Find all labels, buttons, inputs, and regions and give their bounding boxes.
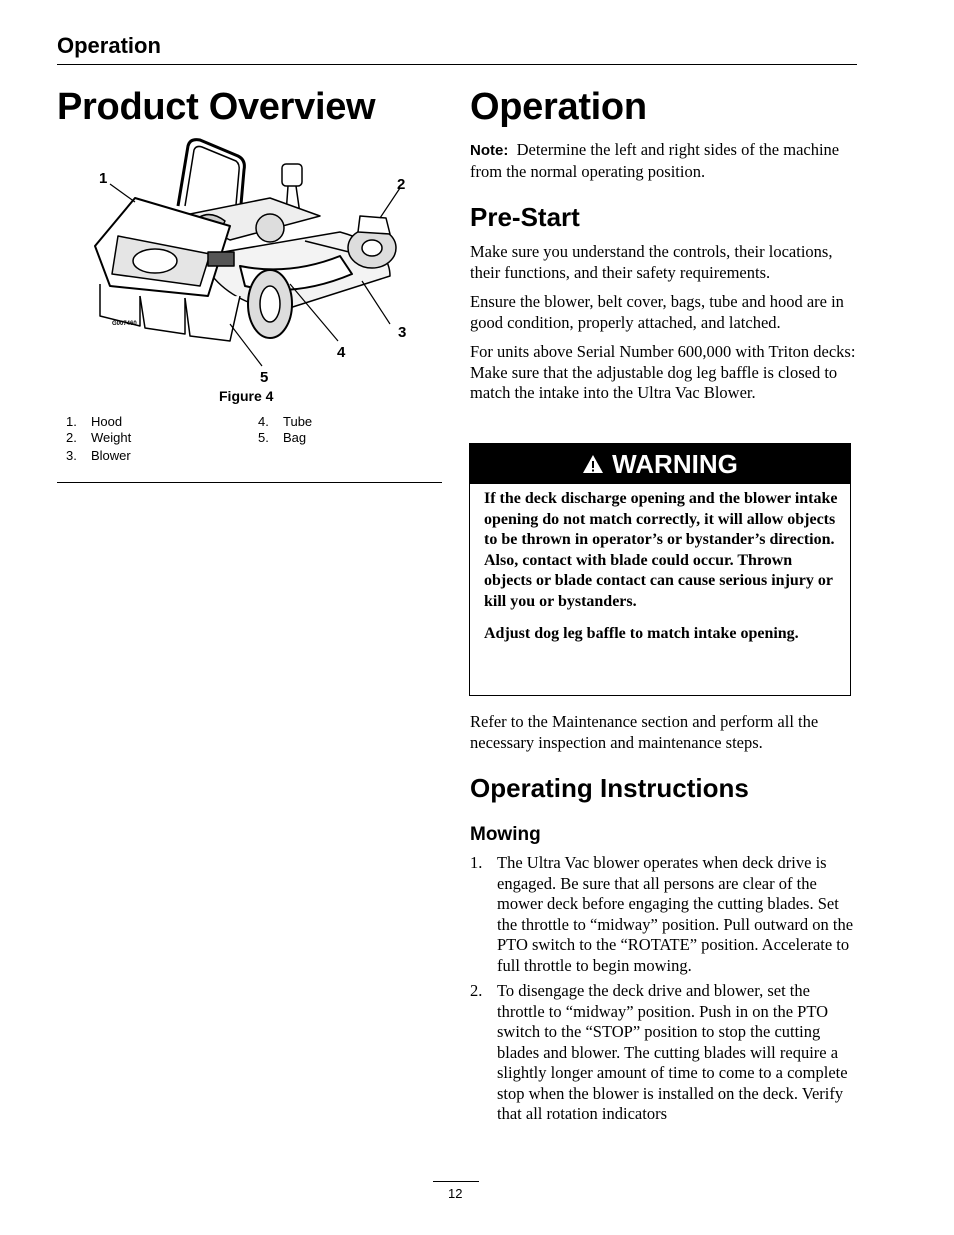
note-text: Determine the left and right sides of the machine from the normal operating position. (470, 140, 840, 181)
legend-item: 1. Hood (66, 414, 123, 429)
mower-drawing (90, 136, 420, 396)
warning-text-2: Adjust dog leg baffle to match intake opening. (484, 625, 799, 642)
part-code: G007460 (112, 321, 137, 327)
callout-5: 5 (260, 369, 269, 386)
heading-operating-instructions: Operating Instructions (470, 773, 749, 803)
note-paragraph (470, 140, 858, 182)
callout-2: 2 (397, 176, 406, 193)
heading-mowing: Mowing (470, 824, 541, 845)
legend-divider (57, 482, 442, 483)
list-item: 2. To disengage the deck drive and blower, set the throttle to “midway” position. Push in on the PTO switch to the “STOP” position to stop the cutting blades and blower. The cutting blades will require a slightly longer amount of time to come to a complete stop when the blower is installed on the deck. Verify that all rotation indicators (470, 981, 848, 1123)
list-item: 1. The Ultra Vac blower operates when deck drive is engaged. Be sure that all persons are clear of the mower deck before engaging the cutting blades. Set the throttle to “midway” position. Pull outward on the PTO switch to the “ROTATE” position. Accelerate to full throttle to begin mowing. (470, 853, 854, 975)
pre-start-p2: Ensure the blower, belt cover, bags, tube and hood are in good condition, properly attached, and latched. (470, 292, 844, 332)
maintenance-paragraph: Refer to the Maintenance section and perform all the necessary inspection and maintenance steps. (470, 712, 819, 752)
page-number: 12 (448, 1186, 463, 1201)
pre-start-p3: For units above Serial Number 600,000 with Triton decks: Make sure that the adjustable dog leg baffle is closed to match the intake into the Ultra Vac Blower. (470, 342, 856, 402)
warning-text-1: If the deck discharge opening and the blower intake opening do not match correctly, it will allow objects to be thrown in operator’s or bystander’s direction. Also, contact with blade could occur. Thrown objects or blade contact can cause serious injury or kill you or bystanders. (484, 490, 838, 610)
pre-start-p1: Make sure you understand the controls, their locations, their functions, and their safety requirements. (470, 242, 833, 282)
warning-banner (470, 444, 850, 484)
legend-item: 3. Blower (66, 448, 131, 463)
legend-item: 4. Tube (258, 414, 313, 429)
legend-item: 2. Weight (66, 430, 132, 445)
warning-label: WARNING (612, 448, 738, 479)
warning-box (469, 443, 851, 696)
callout-3: 3 (398, 324, 407, 341)
mowing-steps (470, 853, 858, 1130)
page-title-operation: Operation (470, 86, 647, 128)
pre-start-body (470, 242, 858, 404)
figure-mower-illustration (90, 136, 420, 396)
note-label: Note: (470, 142, 509, 159)
callout-1: 1 (99, 170, 108, 187)
header-rule (57, 64, 857, 65)
page-title-product-overview: Product Overview (57, 86, 376, 128)
legend-item: 5. Bag (258, 430, 307, 445)
callout-4: 4 (337, 344, 346, 361)
heading-pre-start: Pre-Start (470, 202, 580, 232)
figure-caption: Figure 4 (219, 388, 274, 404)
running-header: Operation (57, 33, 161, 58)
warning-triangle-icon (582, 454, 604, 474)
footer-rule (433, 1181, 479, 1182)
